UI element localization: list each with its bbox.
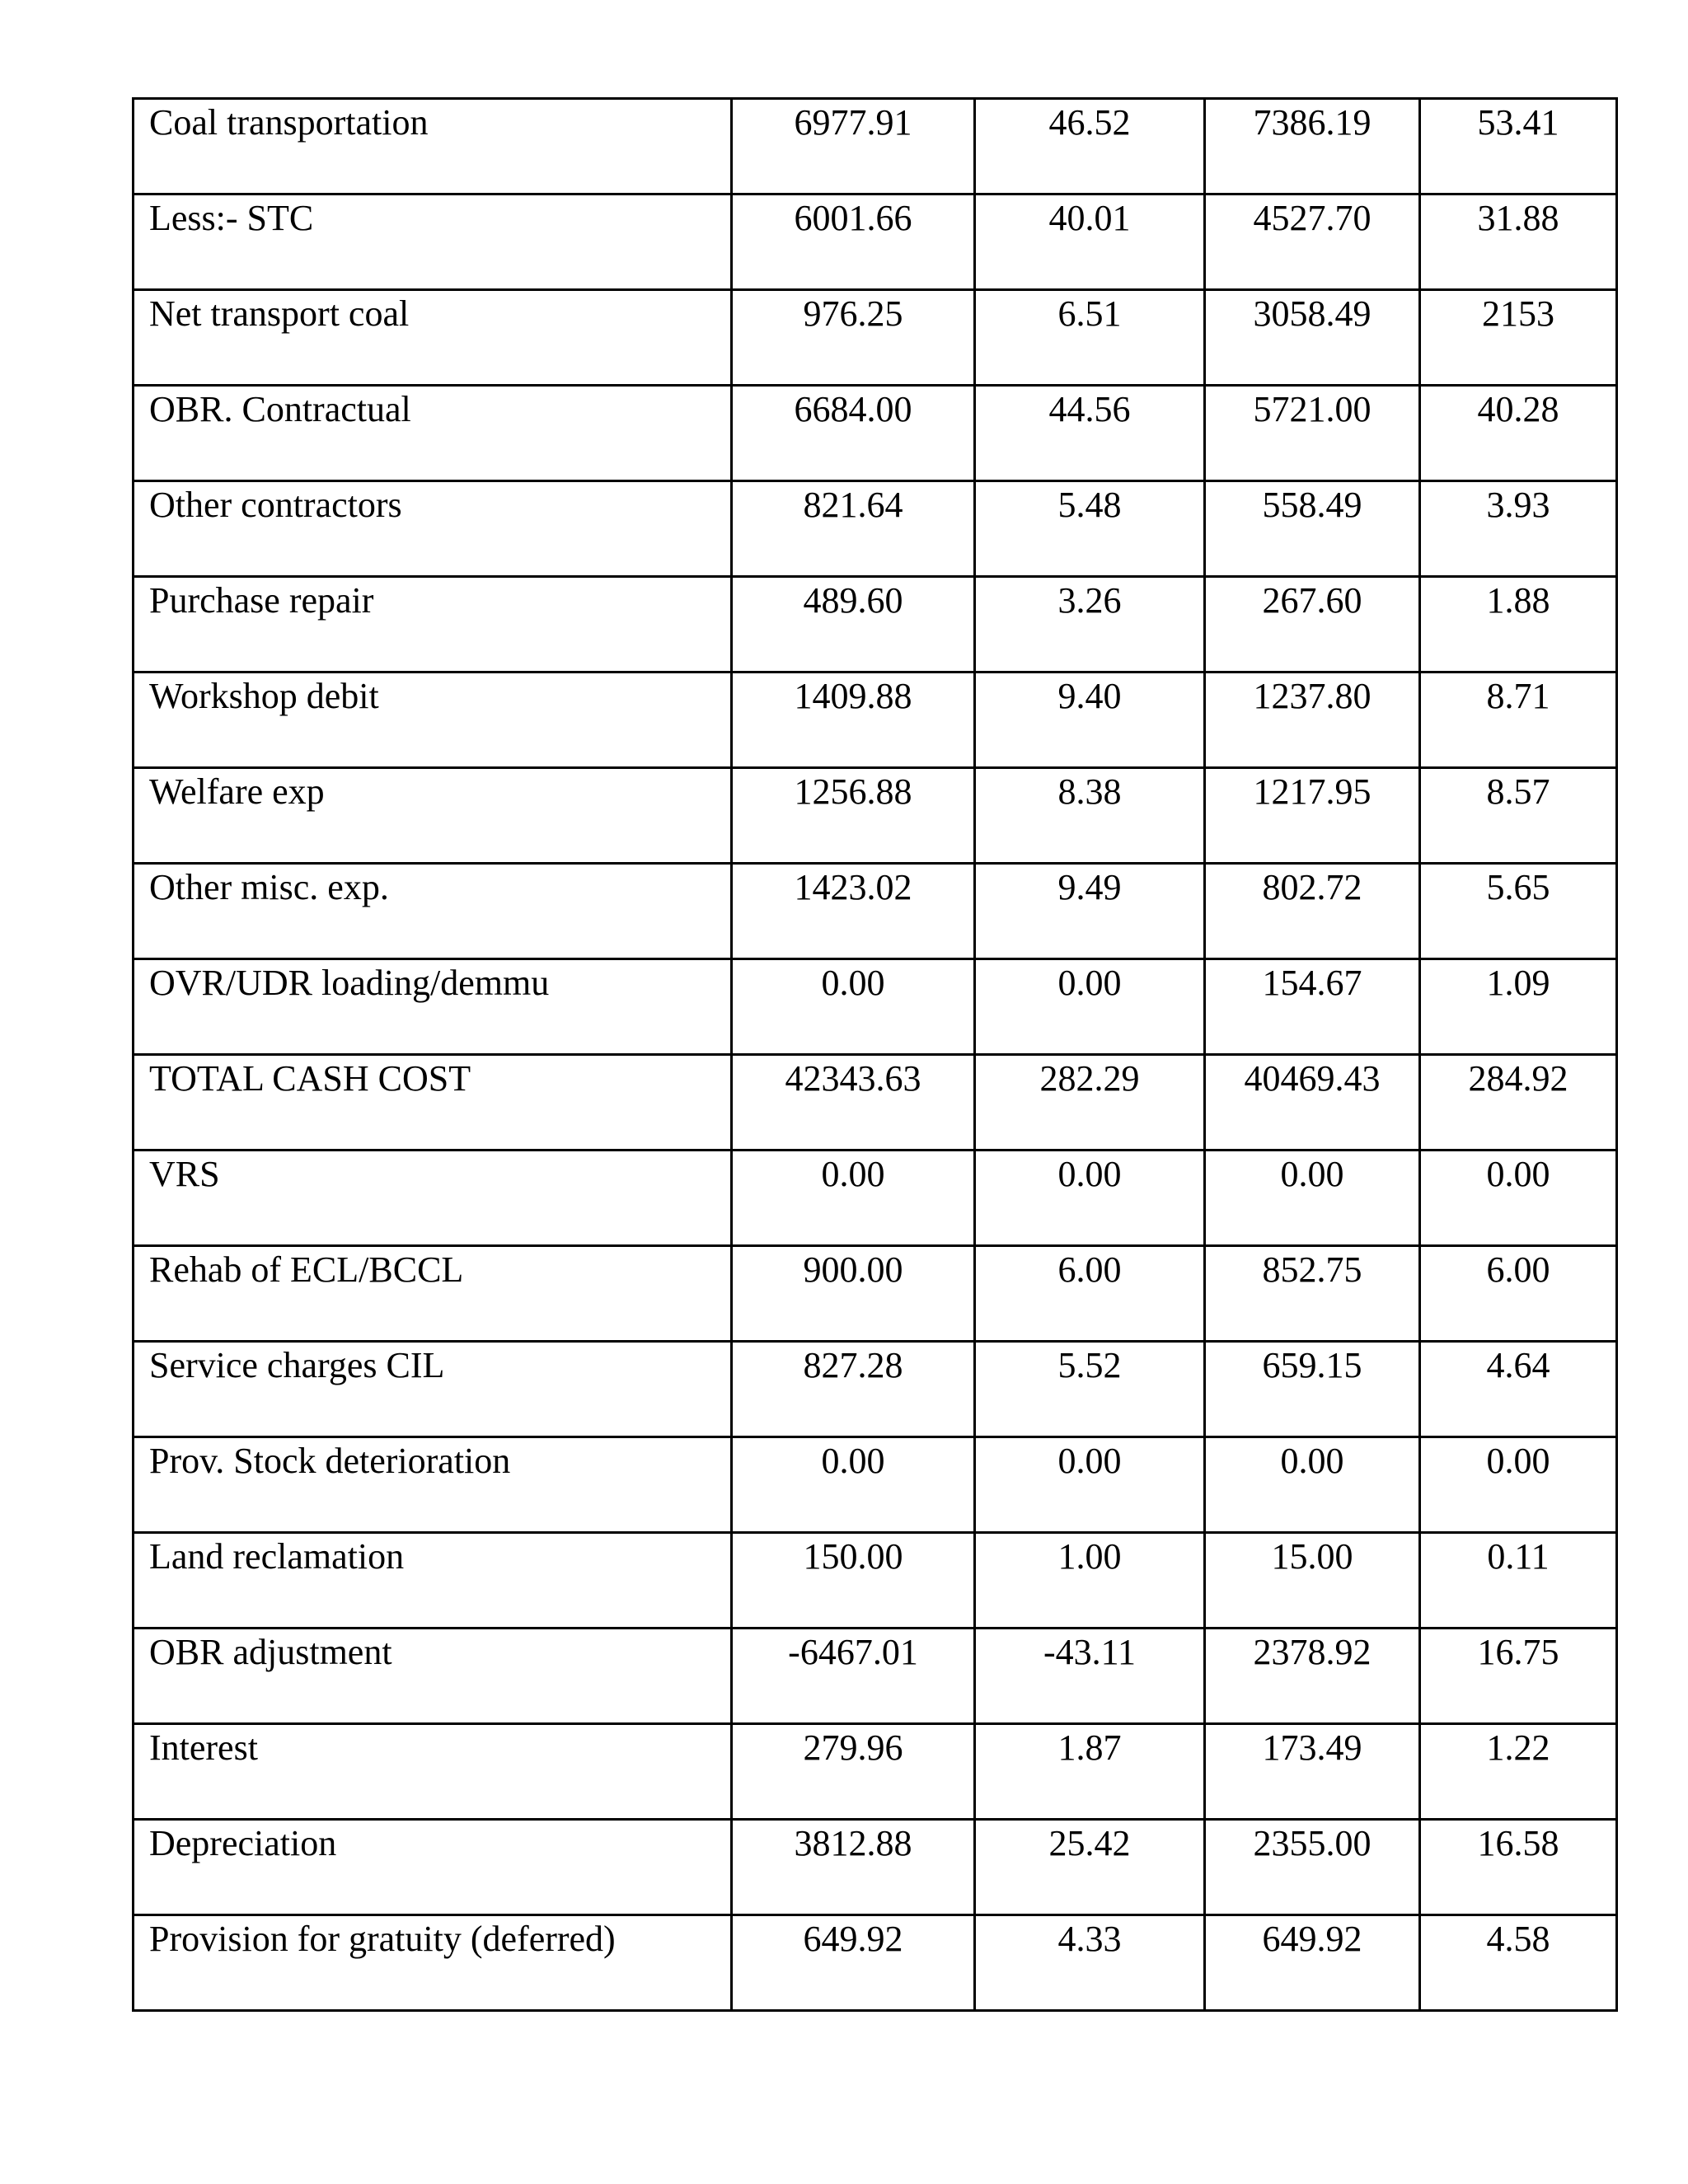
value-cell-col1: 1409.88 <box>732 673 975 768</box>
value-cell-col3: 3058.49 <box>1205 290 1420 386</box>
value-cell-col3: 2378.92 <box>1205 1629 1420 1724</box>
table-row <box>134 1151 1617 1246</box>
value-cell-col2: 8.38 <box>975 768 1205 864</box>
row-label: Service charges CIL <box>134 1342 732 1437</box>
row-label: OVR/UDR loading/demmu <box>134 959 732 1055</box>
value-cell-col2: 46.52 <box>975 99 1205 194</box>
value-cell-col4: 31.88 <box>1420 194 1617 290</box>
row-label: Provision for gratuity (deferred) <box>134 1915 732 2011</box>
value-cell-col3: 0.00 <box>1205 1437 1420 1533</box>
table-row <box>134 1915 1617 2011</box>
value-cell-col1: 0.00 <box>732 1437 975 1533</box>
value-cell-col2: 0.00 <box>975 959 1205 1055</box>
table-row <box>134 194 1617 290</box>
value-cell-col4: 8.57 <box>1420 768 1617 864</box>
value-cell-col2: 3.26 <box>975 577 1205 673</box>
value-cell-col2: 6.51 <box>975 290 1205 386</box>
value-cell-col3: 802.72 <box>1205 864 1420 959</box>
value-cell-col4: 1.88 <box>1420 577 1617 673</box>
row-label: VRS <box>134 1151 732 1246</box>
value-cell-col3: 1217.95 <box>1205 768 1420 864</box>
table-row <box>134 1055 1617 1151</box>
row-label: Other misc. exp. <box>134 864 732 959</box>
row-label: Purchase repair <box>134 577 732 673</box>
value-cell-col3: 267.60 <box>1205 577 1420 673</box>
value-cell-col2: 4.33 <box>975 1915 1205 2011</box>
table-row <box>134 1246 1617 1342</box>
value-cell-col2: 6.00 <box>975 1246 1205 1342</box>
row-label: Workshop debit <box>134 673 732 768</box>
value-cell-col4: 16.75 <box>1420 1629 1617 1724</box>
value-cell-col4: 0.00 <box>1420 1437 1617 1533</box>
value-cell-col1: -6467.01 <box>732 1629 975 1724</box>
table-row <box>134 1629 1617 1724</box>
value-cell-col4: 1.09 <box>1420 959 1617 1055</box>
value-cell-col1: 3812.88 <box>732 1820 975 1915</box>
value-cell-col3: 1237.80 <box>1205 673 1420 768</box>
value-cell-col1: 279.96 <box>732 1724 975 1820</box>
row-label: Less:- STC <box>134 194 732 290</box>
table-row <box>134 1342 1617 1437</box>
table-row <box>134 959 1617 1055</box>
table-row <box>134 864 1617 959</box>
table-row <box>134 1437 1617 1533</box>
value-cell-col1: 6001.66 <box>732 194 975 290</box>
table-row <box>134 99 1617 194</box>
row-label: TOTAL CASH COST <box>134 1055 732 1151</box>
value-cell-col3: 40469.43 <box>1205 1055 1420 1151</box>
row-label: Rehab of ECL/BCCL <box>134 1246 732 1342</box>
value-cell-col4: 4.64 <box>1420 1342 1617 1437</box>
value-cell-col3: 15.00 <box>1205 1533 1420 1629</box>
value-cell-col3: 852.75 <box>1205 1246 1420 1342</box>
value-cell-col3: 2355.00 <box>1205 1820 1420 1915</box>
value-cell-col1: 489.60 <box>732 577 975 673</box>
value-cell-col2: 1.00 <box>975 1533 1205 1629</box>
table-row <box>134 1724 1617 1820</box>
table-row <box>134 1533 1617 1629</box>
value-cell-col1: 827.28 <box>732 1342 975 1437</box>
value-cell-col4: 4.58 <box>1420 1915 1617 2011</box>
value-cell-col3: 5721.00 <box>1205 386 1420 481</box>
row-label: Interest <box>134 1724 732 1820</box>
row-label: Coal transportation <box>134 99 732 194</box>
value-cell-col4: 3.93 <box>1420 481 1617 577</box>
value-cell-col2: 9.49 <box>975 864 1205 959</box>
value-cell-col3: 154.67 <box>1205 959 1420 1055</box>
value-cell-col1: 0.00 <box>732 1151 975 1246</box>
value-cell-col4: 53.41 <box>1420 99 1617 194</box>
value-cell-col1: 900.00 <box>732 1246 975 1342</box>
value-cell-col4: 1.22 <box>1420 1724 1617 1820</box>
value-cell-col2: 0.00 <box>975 1151 1205 1246</box>
value-cell-col2: 44.56 <box>975 386 1205 481</box>
table-row <box>134 1820 1617 1915</box>
value-cell-col1: 0.00 <box>732 959 975 1055</box>
value-cell-col4: 5.65 <box>1420 864 1617 959</box>
value-cell-col2: 282.29 <box>975 1055 1205 1151</box>
value-cell-col4: 2153 <box>1420 290 1617 386</box>
value-cell-col3: 558.49 <box>1205 481 1420 577</box>
value-cell-col4: 284.92 <box>1420 1055 1617 1151</box>
row-label: Prov. Stock deterioration <box>134 1437 732 1533</box>
value-cell-col4: 16.58 <box>1420 1820 1617 1915</box>
value-cell-col3: 7386.19 <box>1205 99 1420 194</box>
value-cell-col1: 6684.00 <box>732 386 975 481</box>
value-cell-col2: 5.48 <box>975 481 1205 577</box>
value-cell-col2: 1.87 <box>975 1724 1205 1820</box>
row-label: Depreciation <box>134 1820 732 1915</box>
table-row <box>134 768 1617 864</box>
value-cell-col2: -43.11 <box>975 1629 1205 1724</box>
value-cell-col2: 0.00 <box>975 1437 1205 1533</box>
row-label: OBR. Contractual <box>134 386 732 481</box>
table-row <box>134 481 1617 577</box>
row-label: Other contractors <box>134 481 732 577</box>
row-label: Welfare exp <box>134 768 732 864</box>
cost-table <box>132 97 1618 2012</box>
value-cell-col2: 9.40 <box>975 673 1205 768</box>
row-label: OBR adjustment <box>134 1629 732 1724</box>
value-cell-col4: 8.71 <box>1420 673 1617 768</box>
value-cell-col1: 6977.91 <box>732 99 975 194</box>
value-cell-col4: 0.11 <box>1420 1533 1617 1629</box>
value-cell-col4: 40.28 <box>1420 386 1617 481</box>
value-cell-col1: 649.92 <box>732 1915 975 2011</box>
value-cell-col3: 4527.70 <box>1205 194 1420 290</box>
table-row <box>134 673 1617 768</box>
table-body <box>134 99 1617 2011</box>
value-cell-col2: 40.01 <box>975 194 1205 290</box>
value-cell-col3: 173.49 <box>1205 1724 1420 1820</box>
row-label: Net transport coal <box>134 290 732 386</box>
value-cell-col4: 6.00 <box>1420 1246 1617 1342</box>
value-cell-col3: 649.92 <box>1205 1915 1420 2011</box>
value-cell-col3: 0.00 <box>1205 1151 1420 1246</box>
value-cell-col4: 0.00 <box>1420 1151 1617 1246</box>
table-row <box>134 577 1617 673</box>
table-row <box>134 290 1617 386</box>
value-cell-col2: 25.42 <box>975 1820 1205 1915</box>
value-cell-col1: 976.25 <box>732 290 975 386</box>
value-cell-col2: 5.52 <box>975 1342 1205 1437</box>
value-cell-col1: 1256.88 <box>732 768 975 864</box>
value-cell-col1: 42343.63 <box>732 1055 975 1151</box>
row-label: Land reclamation <box>134 1533 732 1629</box>
value-cell-col1: 1423.02 <box>732 864 975 959</box>
value-cell-col1: 821.64 <box>732 481 975 577</box>
value-cell-col1: 150.00 <box>732 1533 975 1629</box>
table-row <box>134 386 1617 481</box>
value-cell-col3: 659.15 <box>1205 1342 1420 1437</box>
